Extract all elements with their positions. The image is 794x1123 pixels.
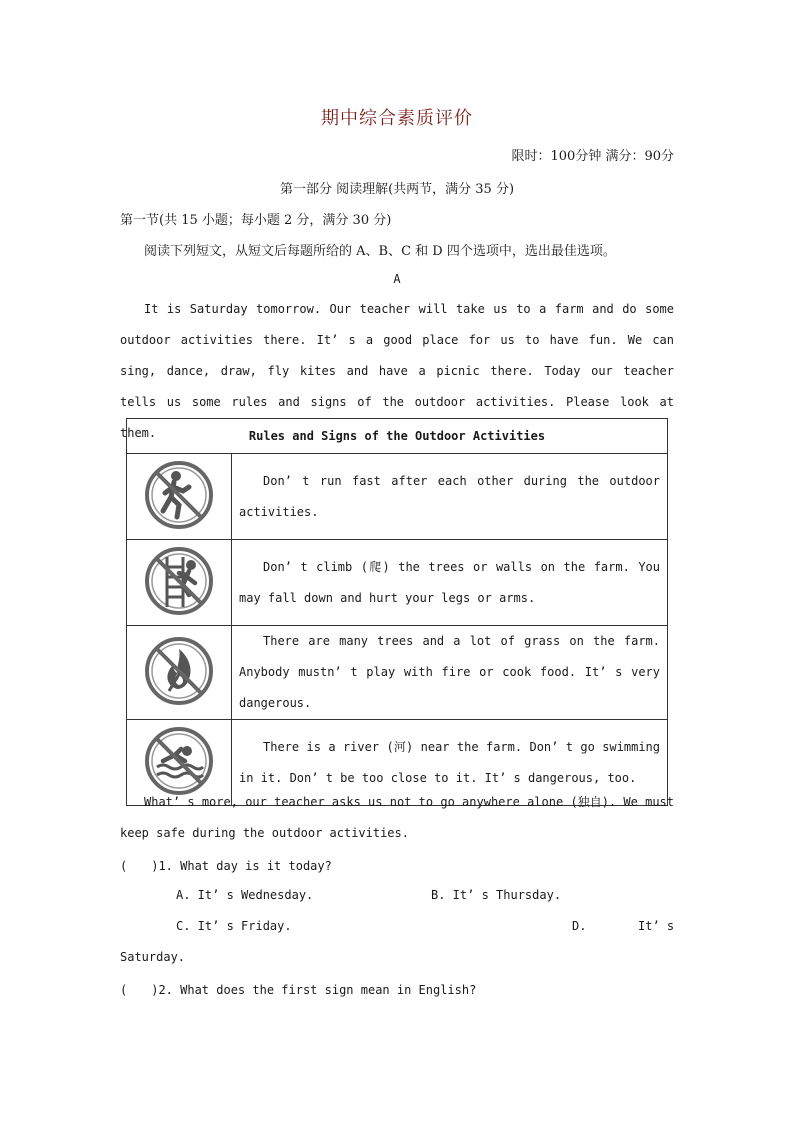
question-1-stem: ( )1. What day is it today? [120, 859, 332, 873]
rule-text: Don’ t climb (爬) the trees or walls on the farm. You may fall down and hurt your legs or arms. [239, 559, 660, 605]
section-heading: 第一节(共 15 小题；每小题 2 分，满分 30 分) [120, 213, 392, 228]
rules-table-row [127, 540, 668, 626]
rules-table-row [127, 626, 668, 720]
rules-table [126, 418, 668, 806]
no-climbing-icon [143, 545, 215, 617]
no-running-icon [143, 459, 215, 531]
sign-cell [127, 454, 232, 540]
sign-cell [127, 626, 232, 720]
no-fire-icon [143, 635, 215, 707]
instruction: 阅读下列短文，从短文后每题所给的 A、B、C 和 D 四个选项中，选出最佳选项。 [144, 244, 616, 259]
passage-intro [120, 294, 674, 440]
question-1-option-d-end[interactable]: Saturday. [120, 950, 186, 964]
rule-text: There is a river (河) near the farm. Don’ t go swimming in it. Don’ t be too close to it. It’ s dangerous, too. [239, 739, 660, 785]
passage-outro [120, 787, 674, 849]
passage-label: A [393, 272, 401, 286]
passage-intro-text: It is Saturday tomorrow. Our teacher will take us to a farm and do some outdoor activities there. It’ s a good place for us to have fun. We can sing, dance, draw, fly kites and have a picnic there. Today our teacher tells us some rules and signs of the outdoor activities. Please look at them. [120, 302, 674, 440]
rules-table-header: Rules and Signs of the Outdoor Activities [127, 419, 668, 454]
question-1-option-c[interactable]: C. It’ s Friday. [176, 919, 292, 933]
question-1-option-d-letter[interactable]: D. [572, 919, 587, 933]
question-1-option-a[interactable]: A. It’ s Wednesday. [176, 888, 314, 902]
rule-text: There are many trees and a lot of grass on the farm. Anybody mustn’ t play with fire or cook food. It’ s very dangerous. [239, 634, 660, 710]
sign-cell [127, 540, 232, 626]
rule-text-cell [232, 626, 668, 720]
rule-text: Don’ t run fast after each other during the outdoor activities. [239, 473, 660, 519]
question-1-option-d-start[interactable]: It’ s [638, 919, 675, 933]
question-1-option-b[interactable]: B. It’ s Thursday. [431, 888, 562, 902]
passage-outro-text: What’ s more, our teacher asks us not to go anywhere alone (独自). We must keep safe during the outdoor activities. [120, 795, 674, 840]
rules-table-row [127, 454, 668, 540]
part-heading: 第一部分 阅读理解(共两节，满分 35 分) [279, 182, 515, 197]
time-info: 限时：100分钟 满分：90分 [511, 149, 674, 164]
rule-text-cell [232, 540, 668, 626]
question-2-stem: ( )2. What does the first sign mean in English? [120, 983, 477, 997]
page-title: 期中综合素质评价 [321, 108, 473, 129]
rule-text-cell [232, 454, 668, 540]
